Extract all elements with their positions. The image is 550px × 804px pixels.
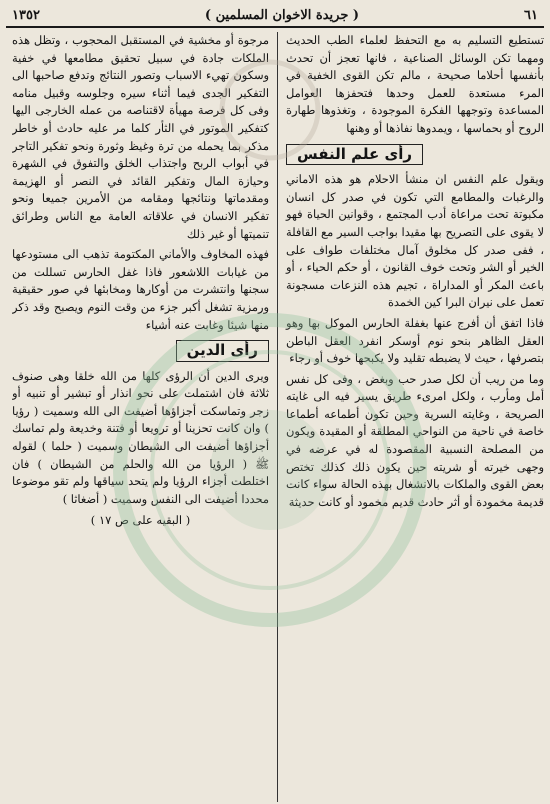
section-heading-religion [12,340,269,362]
left-column [12,32,278,802]
paragraph: ويرى الدين أن الرؤى كلها من الله خلقا وهى صنوف ثلاثة فان اشتملت على نحو انذار أو تبشير أو تنبيه أو زجر وتماسكت أجزاؤها أضيفت الى الله وسميت ( رؤيا ) وان كانت تحزينا أو ترويعا أو فتنة وخديعة ولم تماسك أجزاؤها أضيفت الى الشيطان وسميت ( حلما ) لقوله ﷺ ( الرؤيا من الله والحلم من الشيطان ) فان اختلطت أجزاء الرؤيا ولم يتحد سياقها ولم تقو موضوعا محددا أضيفت الى النفس وسميت ( أضغاثا ) [12,368,269,506]
paragraph: مرجوة أو مخشية في المستقبل المحجوب ، وتظل هذه الملكات جادة في سبيل تحقيق مطامعها في خفية وسكون تهيء الاسباب وتصور النتائج وتدفع صاحبها الى التفكير الجدى فيما أثناء سيره وجلوسه وقبيل منامه وفى كل فرصة مهيأة لاقتناصه من عمله الخارجى اليها كتفكير الموتور في الثأر كلما مر عليه حادث أو خاطر مذكر بما يحمله من ترة وغيظ وثورة ونحو تفكير التاجر في أبواب الربح واجتذاب الخلق والتفوق في الشهرة وحيازة المال وتفكير القائد في النصر أو الهزيمة ومقدماتها ونتائجها ومقامه من الأمرين جميعا ونحو تفكير الانسان في علاقاته العامة مع الناس وطرائق تنميتها أو غير ذلك [12,33,269,241]
issue-year: ١٣٥٢ [12,7,40,23]
paragraph: ويقول علم النفس ان منشأ الاحلام هو هذه الاماني والرغبات والمطامع التي تكون في صدر كل انسان مكبوتة تحت مراعاة أدب المجتمع ، وقوانين الحياة فهو لا يقوى على التصريح بها مقيدا بواجب السير مع القافلة ، ففى صدر كل مخلوق آمال مختلفات طواف على الخير أو الشر وتحت خوف القانون ، أو حكم الحياء ، أو باعث المكر أو المداراة ، تجيم هذه النزعات مسجونة تعمل على نيران البرا كين الخمدة [286,172,544,310]
right-column [278,32,544,802]
article-columns [6,32,544,802]
section-title: رأى الدين [176,340,269,362]
page-number: ٦١ [524,7,538,23]
intro-paragraph: تستطيع التسليم به مع التحفظ لعلماء الطب الحديث ومهما تكن الوسائل الصناعية ، فانها تعجز أن تحدث بأنفسها أحلاما صحيحة ، مالم تكن القوى الخفية في المرء مستعدة للعمل وحدها فتحفزها العوامل المساعدة وتوجهها الفكرة الموجودة ، وتغذوها طهارة الروح أو بحماسها ، ويمدوها نفاذها أو وهنها [286,33,544,135]
page-header [6,4,544,28]
paragraph: فاذا اتفق أن أفرج عنها بغفلة الحارس الموكل بها وهو العقل الظاهر بنحو نوم أوسكر انفرد العقل الباطن بتصرفها ، حيث لا يضبطه تقليد ولا يكبحها خوف أو رجاء [286,315,544,366]
section-title: رأى علم النفس [286,144,423,166]
newspaper-title: ( جريدة الاخوان المسلمين ) [204,7,360,23]
paragraph: فهذه المخاوف والأماني المكتومة تذهب الى مستودعها من غيابات اللاشعور فاذا غفل الحارس تسللت من سجنها وانتشرت من أوكارها ومخابئها في صور حقيقية ورمزية تشغل أكبر جزء من وقت النوم ويصبح وقد ذكر منها شيئا وغابت عنه أشياء [12,247,269,332]
continuation-note: ( البقيه على ص ١٧ ) [90,513,191,528]
section-heading-psychology [286,144,544,166]
paragraph: وما من ريب أن لكل صدر حب وبغض ، وفى كل نفس أمل ومأرب ، ولكل امرىء طريق يسير فيه الى غايته الصريحة ، وغايته السرية وحين تكون أطماعه أطماعا خاصة في ناحية من النواحي المطلقة أو المقيدة ويكون من المصلحة النسبية المقصودة له في عرضه في وجهى خيرته أو شريته حين يكون ذلك كذلك تختص بعض القوى والملكات بالانشغال بهذه الحالة سواء كانت قديمة مخمودة أو أثر حادث قديم مخمود أو كانت حديثة [286,371,544,509]
